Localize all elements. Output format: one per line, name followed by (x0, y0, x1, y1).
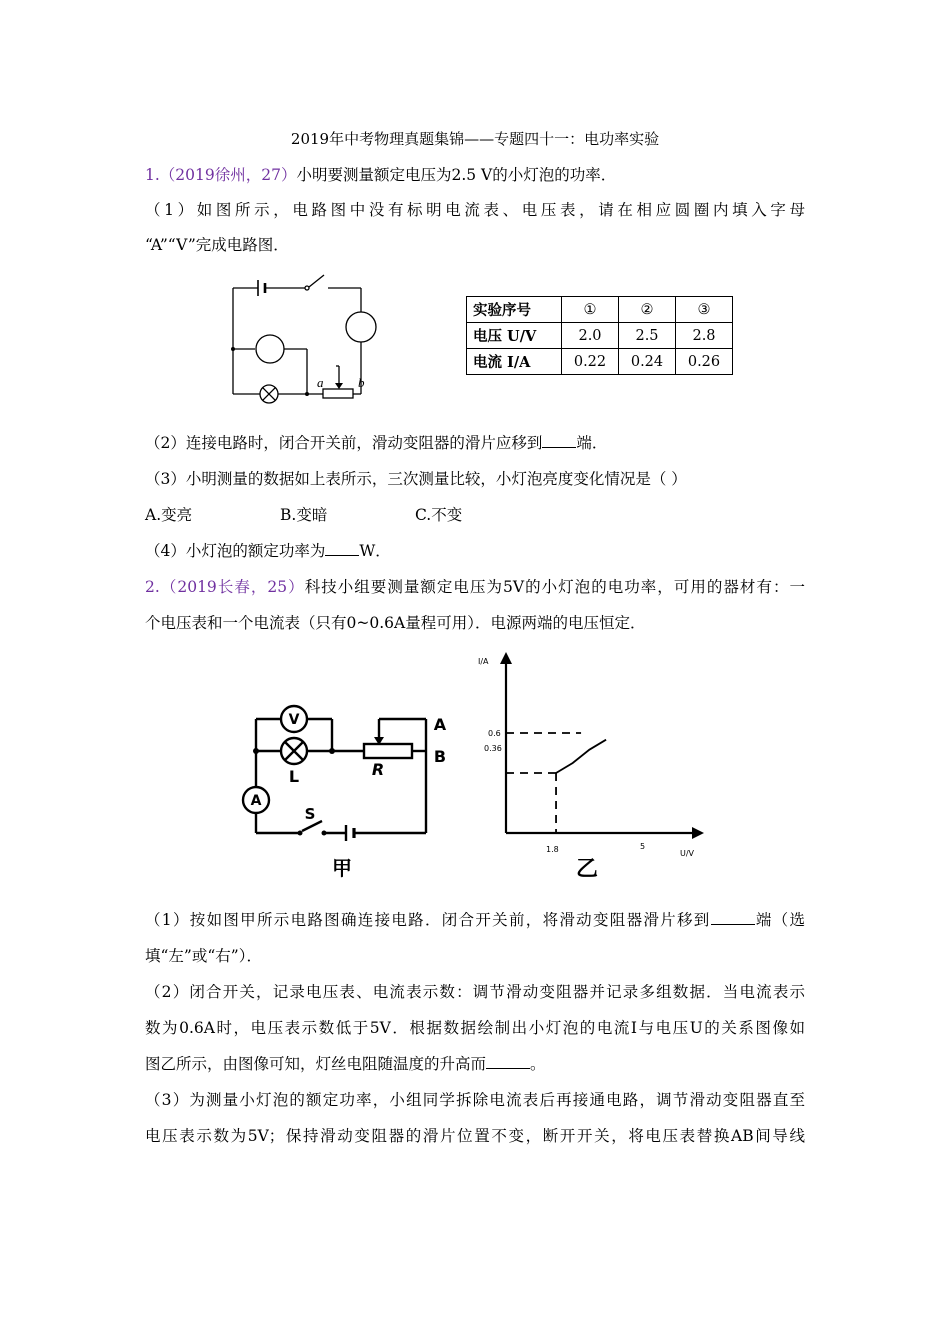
q2-part2-line3 (145, 1054, 546, 1074)
q2-part2-line1: （2）闭合开关，记录电压表、电流表示数：调节滑动变阻器并记录多组数据．当电流表示 (145, 983, 805, 1001)
table-row (467, 349, 733, 375)
y-axis-label: I/A (478, 657, 489, 666)
table-cell: 0.26 (676, 349, 733, 375)
option-a[interactable]: A.变亮 (145, 506, 193, 524)
q1-part1-line1: （1）如图所示，电路图中没有标明电流表、电压表，请在相应圆圈内填入字母 (145, 201, 805, 219)
q2-part1-end: 端（选 (754, 911, 805, 929)
q2-part2-text: 图乙所示，由图像可知，灯丝电阻随温度的升高而 (145, 1055, 487, 1073)
q1-circuit-diagram (225, 270, 395, 410)
x-tick-label: 1.8 (546, 845, 559, 854)
rheostat-label: R (371, 760, 385, 779)
q1-part3: （3）小明测量的数据如上表所示，三次测量比较，小灯泡亮度变化情况是（ ） (145, 470, 687, 488)
x-tick-label: 5 (640, 842, 646, 851)
q2-part3-line1: （3）为测量小灯泡的额定功率，小组同学拆除电流表后再接通电路，调节滑动变阻器直至 (145, 1091, 805, 1109)
table-row (467, 297, 733, 323)
q1-options (145, 505, 550, 525)
q1-source: （2019徐州，27） (159, 166, 297, 184)
option-b[interactable]: B.变暗 (280, 506, 328, 524)
option-c[interactable]: C.不变 (415, 506, 463, 524)
q2-circuit-jia (238, 695, 458, 885)
y-axis-arrow (500, 652, 512, 664)
q2-part2-line2: 数为0.6A时，电压表示数低于5V．根据数据绘制出小灯泡的电流I与电压U的关系图像如 (145, 1019, 805, 1037)
series-line (556, 740, 606, 773)
table-cell: 0.24 (619, 349, 676, 375)
switch-label: S (304, 805, 316, 823)
terminal-b-label: B (433, 747, 447, 766)
q2-stem-line2: 个电压表和一个电流表（只有0~0.6A量程可用）．电源两端的电压恒定． (145, 614, 646, 632)
answer-blank[interactable] (542, 433, 576, 448)
q1-part2-end: 端． (576, 434, 608, 452)
chart-axes (506, 658, 698, 833)
ammeter-label: A (250, 793, 262, 809)
q1-label-b: b (358, 375, 365, 390)
q2-part2-end: 。 (530, 1055, 546, 1073)
table-cell: 0.22 (562, 349, 619, 375)
table-cell: 2.8 (676, 323, 733, 349)
q1-label-a: a (317, 375, 324, 390)
q2-part3-line2: 电压表示数为5V；保持滑动变阻器的滑片位置不变，断开开关，将电压表替换AB间导线 (145, 1127, 805, 1145)
q1-stem: 小明要测量额定电压为2.5 V的小灯泡的功率． (296, 166, 617, 184)
table-cell: 电压 U/V (467, 323, 562, 349)
q2-source: （2019长春，25） (159, 578, 305, 596)
q2-part1-line1 (145, 910, 805, 930)
q1-part1-line2: “A”“V”完成电路图． (145, 236, 289, 254)
y-tick-label: 0.6 (488, 729, 501, 738)
answer-blank[interactable] (711, 910, 755, 925)
table-header-cell: ② (619, 297, 676, 323)
q1-part4 (145, 541, 391, 561)
q2-part1-text: （1）按如图甲所示电路图确连接电路．闭合开关前，将滑动变阻器滑片移到 (145, 911, 711, 929)
q2-chart-yi (470, 648, 710, 883)
figure-yi-caption: 乙 (575, 857, 599, 882)
table-cell: 2.5 (619, 323, 676, 349)
table-cell: 电流 I/A (467, 349, 562, 375)
voltmeter-label: V (288, 712, 300, 728)
q2-stem: 科技小组要测量额定电压为5V的小灯泡的电功率，可用的器材有：一 (304, 578, 806, 596)
table-header-cell: 实验序号 (467, 297, 562, 323)
x-axis-arrow (692, 827, 704, 839)
q1-part2 (145, 433, 607, 453)
q1-data-table (466, 296, 733, 375)
q2-stem-line1 (145, 577, 805, 597)
table-cell: 2.0 (562, 323, 619, 349)
q2-part1-line2: 填“左”或“右”）． (145, 947, 262, 965)
x-axis-label: U/V (680, 849, 695, 858)
table-header-cell: ③ (676, 297, 733, 323)
page-title: 2019年中考物理真题集锦——专题四十一：电功率实验 (290, 130, 660, 148)
figure-jia-caption: 甲 (332, 856, 352, 880)
table-row (467, 323, 733, 349)
q1-number: 1. (145, 166, 160, 184)
q1-right-meter-circle (346, 312, 376, 342)
q1-middle-meter-circle (256, 335, 284, 363)
answer-blank[interactable] (325, 541, 359, 556)
answer-blank[interactable] (486, 1054, 530, 1069)
table-header-cell: ① (562, 297, 619, 323)
y-tick-label: 0.36 (484, 744, 502, 753)
lamp-label: L (288, 767, 300, 786)
q2-number: 2. (145, 578, 160, 596)
q1-part4-end: W． (359, 542, 391, 560)
q1-part4-text: （4）小灯泡的额定功率为 (145, 542, 326, 560)
terminal-a-label: A (433, 715, 447, 734)
q1-part2-text: （2）连接电路时，闭合开关前，滑动变阻器的滑片应移到 (145, 434, 543, 452)
q1-stem-line (145, 165, 616, 185)
